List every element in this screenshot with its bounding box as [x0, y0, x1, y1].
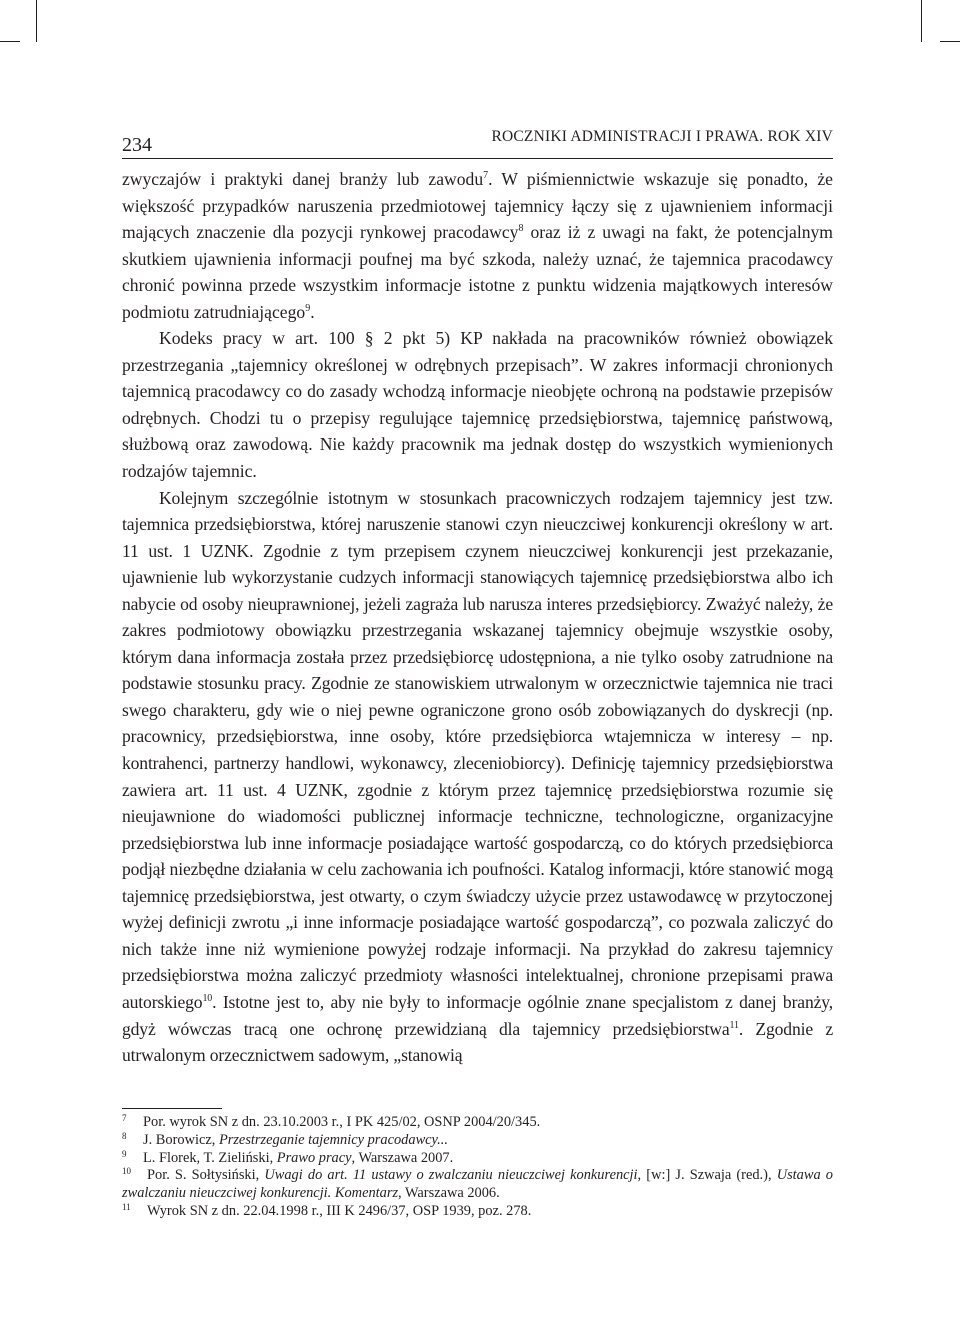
italic-title: Prawo pracy: [276, 1149, 352, 1166]
running-title: ROCZNIKI ADMINISTRACJI I PRAWA. ROK XIV: [491, 128, 833, 145]
footnote-reference: 9: [305, 302, 311, 314]
footnote-reference: 8: [518, 223, 524, 235]
crop-mark-top-left-horizontal: [0, 41, 20, 42]
footnote-mark: 9: [122, 1148, 127, 1159]
text-run: .: [310, 301, 315, 322]
footnote-reference: 10: [202, 992, 213, 1004]
text-run: . Istotne jest to, aby nie były to informacje ogólnie znane specjalistom z danej branży, gdyż wówczas tracą one ochronę przewidzianą dla tajemnicy przedsiębiorstwa: [122, 991, 833, 1039]
italic-title: Przestrzeganie tajemnicy pracodawcy...: [218, 1131, 448, 1148]
body-paragraph: [122, 325, 833, 484]
footnote-mark: 10: [122, 1166, 131, 1177]
footnotes: [122, 1114, 833, 1221]
footnote-separator: [122, 1108, 222, 1109]
text-run: Wyrok SN z dn. 22.04.1998 r., III K 2496/37, OSP 1939, poz. 278.: [147, 1202, 532, 1219]
text-run: zwyczajów i praktyki danej branży lub zawodu: [122, 169, 484, 189]
footnote-mark: 11: [122, 1201, 131, 1212]
footnote-mark: 8: [122, 1130, 127, 1141]
text-run: Por. wyrok SN z dn. 23.10.2003 r., I PK 425/02, OSNP 2004/20/345.: [143, 1114, 541, 1130]
text-run: . W piśmiennictwie wskazuje się ponadto, że większość przypadków naruszenia przedmiotowej tajemnicy łączy się z ujawnieniem informacji mających znaczenie dla pozycji rynkowej pracodawcy: [122, 169, 833, 243]
text-run: , Warszawa 2007.: [351, 1149, 454, 1166]
text-run: , Warszawa 2006.: [398, 1185, 500, 1202]
footnote-reference: 7: [483, 170, 489, 181]
text-run: , [w:] J. Szwaja (red.),: [637, 1167, 777, 1184]
footnote: [122, 1114, 833, 1132]
footnote-mark: 7: [122, 1113, 127, 1123]
text-run: Por. S. Sołtysiński,: [147, 1167, 265, 1184]
crop-mark-top-right-horizontal: [940, 41, 960, 42]
footnote: [122, 1167, 833, 1203]
page-number: 234: [122, 134, 152, 156]
text-run: J. Borowicz,: [143, 1131, 219, 1148]
crop-mark-top-right-vertical: [921, 0, 922, 42]
text-run: Kodeks pracy w art. 100 § 2 pkt 5) KP nakłada na pracowników również obowiązek przestrzegania „tajemnicy określonej w odrębnych przepisach”. W zakres informacji chronionych tajemnicą pracodawcy co do zasady wchodzą informacje nieobjęte ochroną na podstawie przepisów odrębnych. Chodzi tu o przepisy regulujące tajemnicę przedsiębiorstwa, tajemnicę państwową, służbową oraz zawodową. Nie każdy pracownik ma jednak dostęp do wszystkich wymienionych rodzajów tajemnic.: [122, 328, 833, 482]
footnote-number: [122, 1167, 147, 1185]
footnote: [122, 1203, 833, 1221]
body-paragraph: [122, 485, 833, 1069]
text-run: oraz iż z uwagi na fakt, że potencjalnym skutkiem ujawnienia informacji poufnej ma być szkoda, należy uznać, że tajemnica pracodawcy chronić powinna przede wszystkim informacje istotne z punktu widzenia majątkowych interesów podmiotu zatrudniającego: [122, 222, 833, 322]
page-header: [122, 124, 833, 159]
italic-title: Ustawa o zwalczaniu nieuczciwej konkurencji. Komentarz: [122, 1167, 833, 1202]
text-run: L. Florek, T. Zieliński,: [143, 1149, 277, 1166]
main-text: [122, 166, 833, 1069]
body-paragraph: [122, 166, 833, 325]
italic-title: Uwagi do art. 11 ustawy o zwalczaniu nieuczciwej konkurencji: [264, 1167, 638, 1184]
crop-mark-top-left-vertical: [36, 0, 37, 42]
footnote: [122, 1132, 833, 1150]
footnote-reference: 11: [729, 1019, 739, 1031]
footnote-number: [122, 1150, 143, 1168]
footnote-number: [122, 1203, 147, 1221]
footnote-number: [122, 1114, 143, 1132]
footnote: [122, 1150, 833, 1168]
text-run: Kolejnym szczególnie istotnym w stosunkach pracowniczych rodzajem tajemnicy jest tzw. tajemnica przedsiębiorstwa, której naruszenie stanowi czyn nieuczciwej konkurencji określony w art. 11 ust. 1 UZNK. Zgodnie z tym przepisem czynem nieuczciwej konkurencji jest przekazanie, ujawnienie lub wykorzystanie cudzych informacji stanowiących tajemnicę przedsiębiorstwa albo ich nabycie od osoby nieuprawnionej, jeżeli zagraża lub narusza interes przedsiębiorcy. Zważyć należy, że zakres podmiotowy obowiązku przestrzegania wskazanej tajemnicy obejmuje wszystkie osoby, którym dana informacja została przez przedsiębiorcę udostępniona, a nie tylko osoby zatrudnione na podstawie stosunku pracy. Zgodnie ze stanowiskiem utrwalonym w orzecznictwie tajemnica nie traci swego charakteru, gdy wie o niej pewne ograniczone grono osób zobowiązanych do dyskrecji (np. pracownicy, przedsiębiorstwa, inne osoby, które przedsiębiorca wtajemnicza w interesy – np. kontrahenci, partnerzy handlowi, wykonawcy, zleceniobiorcy). Definicję tajemnicy przedsiębiorstwa zawiera art. 11 ust. 4 UZNK, zgodnie z którym przez tajemnicę przedsiębiorstwa rozumie się nieujawnione do wiadomości publicznej informacje techniczne, technologiczne, organizacyjne przedsiębiorstwa lub inne informacje posiadające wartość gospodarczą, co do których przedsiębiorca podjął niezbędne działania w celu zachowania ich poufności. Katalog informacji, które stanowić mogą tajemnicę przedsiębiorstwa, jest otwarty, o czym świadczy użycie przez ustawodawcę w przytoczonej wyżej definicji zwrotu „i inne informacje posiadające wartość gospodarczą”, co pozwala zaliczyć do nich także inne niż wymienione powyżej rodzaje informacji. Na przykład do zakresu tajemnicy przedsiębiorstwa można zaliczyć przedmioty własności intelektualnej, chronione przepisami prawa autorskiego: [122, 487, 833, 1012]
footnote-number: [122, 1132, 143, 1150]
text-run: . Zgodnie z utrwalonym orzecznictwem sadowym, „stanowią: [122, 1018, 833, 1066]
